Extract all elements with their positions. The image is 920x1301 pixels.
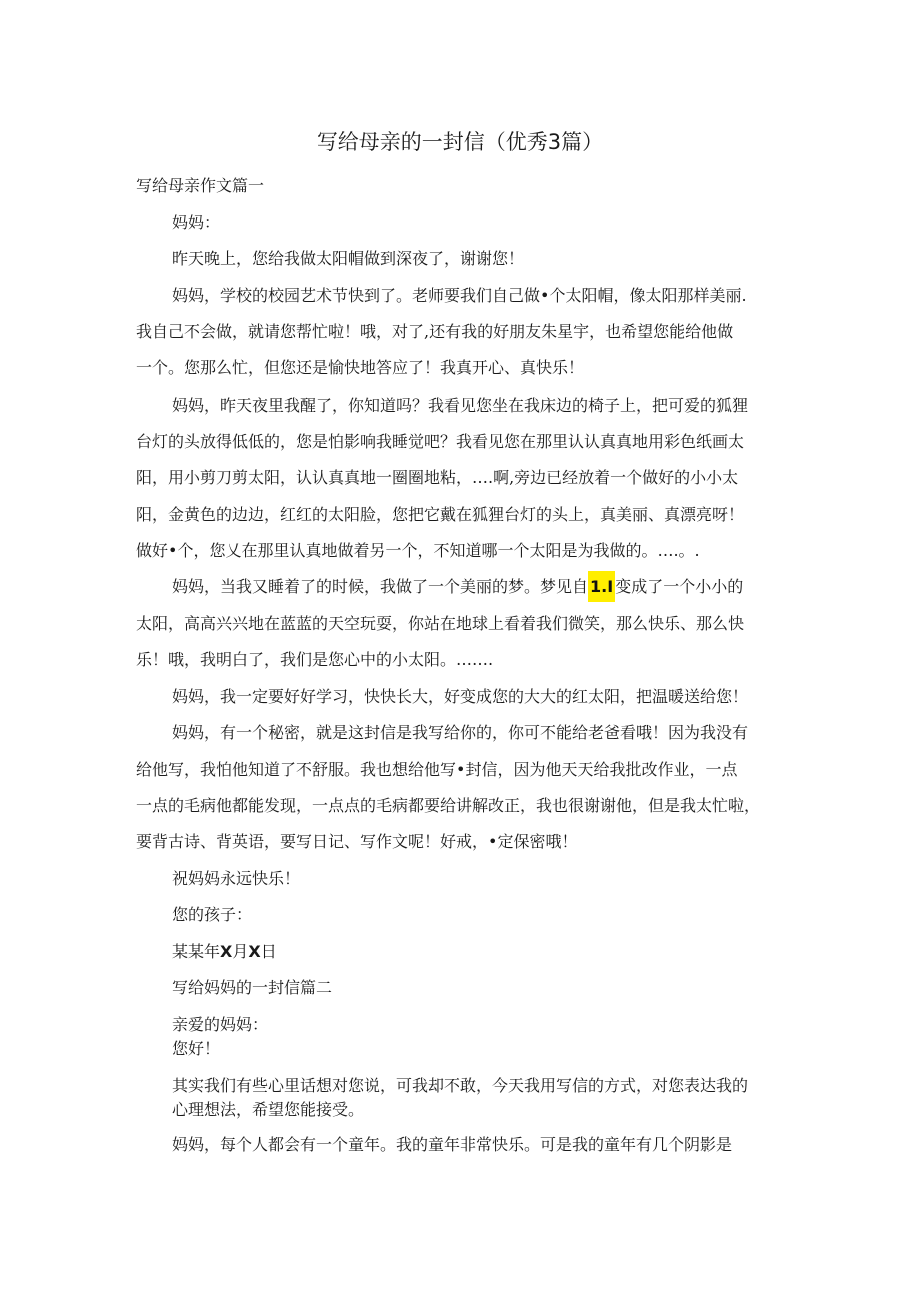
section2-paragraph-1-line-2: 心理想法，希望您能接受。 [172,1100,365,1119]
section2-greeting: 您好！ [172,1039,221,1058]
p4-text-before: 妈妈，当我又睡着了的时候，我做了一个美丽的梦。梦见自 [172,577,589,596]
section1-paragraph-3-line-2: 台灯的头放得低低的，您是怕影响我睡觉吧？我看见您在那里认认真真地用彩色纸画太 [136,432,745,451]
section1-paragraph-4-line-2: 太阳，高高兴兴地在蓝蓝的天空玩耍，你站在地球上看着我们微笑，那么快乐、那么快 [136,614,745,633]
section1-paragraph-2-line-3: 一个。您那么忙，但您还是愉快地答应了！我真开心、真快乐！ [136,358,585,377]
highlighted-text: 1.I [588,571,615,602]
section1-paragraph-3-line-1: 妈妈，昨天夜里我醒了，你知道吗？我看见您坐在我床边的椅子上，把可爱的狐狸 [172,396,749,415]
section1-paragraph-4-line-1 [172,577,743,597]
section2-paragraph-2: 妈妈，每个人都会有一个童年。我的童年非常快乐。可是我的童年有几个阴影是 [172,1135,733,1154]
section1-paragraph-6-line-2: 给他写，我怕他知道了不舒服。我也想给他写•封信，因为他天天给我批改作业，一点 [136,760,738,779]
section1-paragraph-3-line-3: 阳，用小剪刀剪太阳，认认真真地一圈圈地粘，….啊,旁边已经放着一个做好的小小太 [136,468,739,487]
date-month-placeholder: X [220,942,233,961]
section1-paragraph-1: 昨天晚上，您给我做太阳帽做到深夜了，谢谢您！ [172,249,525,268]
section1-paragraph-6-line-4: 要背古诗、背英语，要写日记、写作文呢！好戒，•定保密哦！ [136,832,578,851]
section1-signature: 您的孩子： [172,905,253,924]
section1-paragraph-4-line-3: 乐！哦，我明白了，我们是您心中的小太阳。……. [136,650,494,669]
section1-paragraph-6-line-1: 妈妈，有一个秘密，就是这封信是我写给你的，你可不能给老爸看哦！因为我没有 [172,723,749,742]
date-day-placeholder: X [248,942,261,961]
section1-paragraph-2-line-2: 我自己不会做，就请您帮忙啦！哦，对了,还有我的好朋友朱星宇，也希望您能给他做 [136,322,734,341]
section1-paragraph-3-line-5: 做好•个，您乂在那里认真地做着另一个，不知道哪一个太阳是为我做的。….。. [136,541,700,560]
date-mid: 月 [232,942,249,961]
section1-paragraph-3-line-4: 阳，金黄色的边边，红红的太阳脸，您把它戴在狐狸台灯的头上，真美丽、真漂亮呀！ [136,505,745,524]
page-title: 写给母亲的一封信（优秀3篇） [316,130,604,154]
date-prefix: 某某年 [172,942,221,961]
p4-text-after: 变成了一个小小的 [615,577,744,596]
section2-paragraph-1-line-1: 其实我们有些心里话想对您说，可我却不敢，今天我用写信的方式，对您表达我的 [172,1076,749,1095]
section1-paragraph-5: 妈妈，我一定要好好学习，快快长大，好变成您的大大的红太阳，把温暖送给您！ [172,687,749,706]
section1-date [172,942,277,962]
section1-heading: 写给母亲作文篇一 [136,176,265,195]
section1-closing: 祝妈妈永远快乐！ [172,869,301,888]
date-suffix: 日 [260,942,277,961]
section2-salutation: 亲爱的妈妈： [172,1015,269,1034]
section1-paragraph-6-line-3: 一点的毛病他都能发现，一点点的毛病都要给讲解改正，我也很谢谢他，但是我太忙啦， [136,796,761,815]
section1-salutation: 妈妈： [172,213,221,232]
section1-paragraph-2-line-1: 妈妈，学校的校园艺术节快到了。老师要我们自己做•个太阳帽，像太阳那样美丽. [172,286,747,305]
section2-heading: 写给妈妈的一封信篇二 [172,978,333,997]
